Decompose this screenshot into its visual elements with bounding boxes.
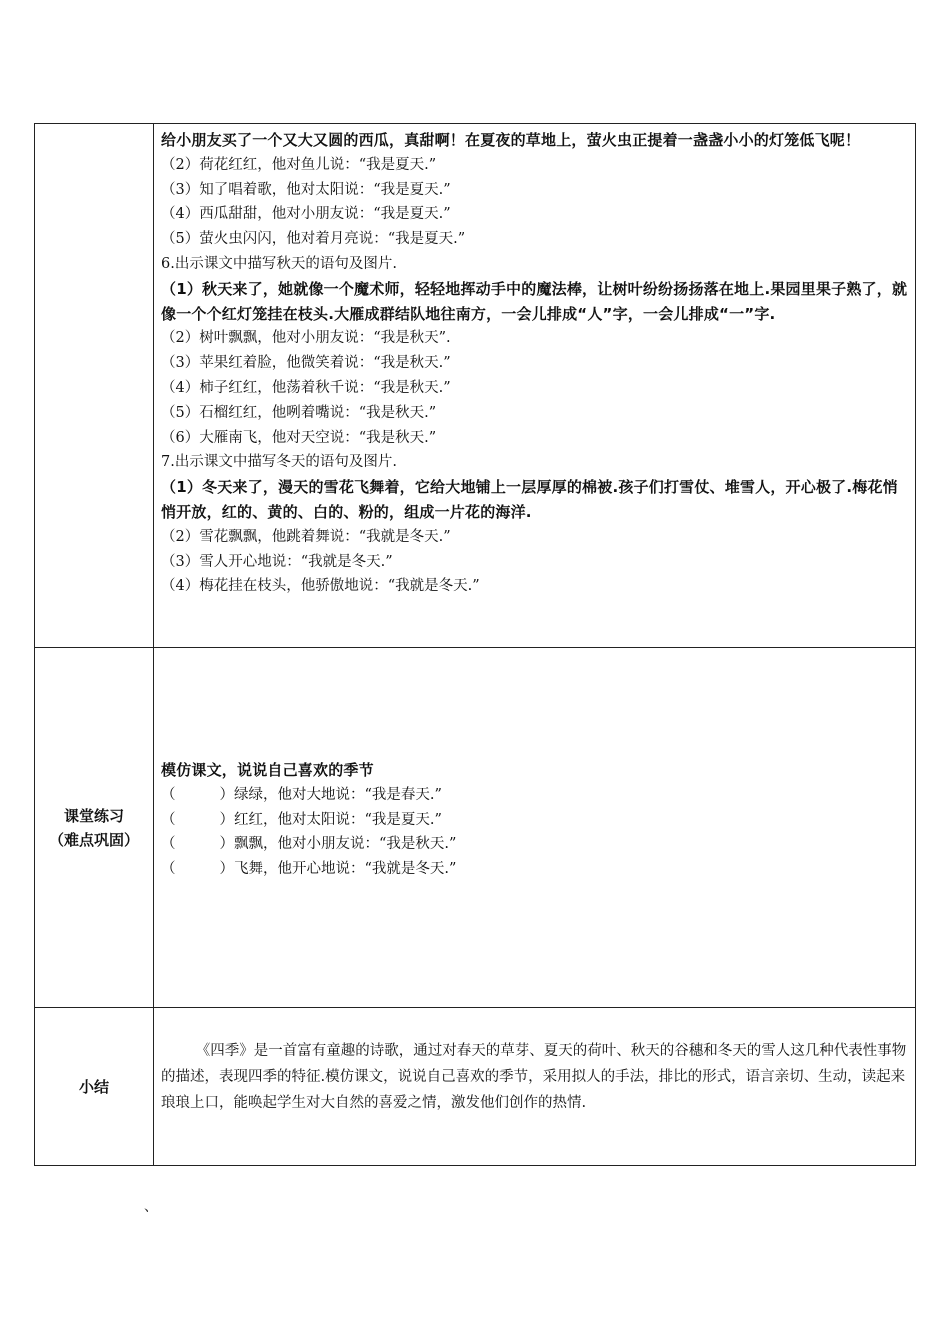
winter-line: （2）雪花飘飘，他跳着舞说：“我就是冬天.”: [161, 528, 451, 545]
autumn-line: （3）苹果红着脸，他微笑着说：“我是秋天.”: [161, 355, 451, 372]
practice-item-text: ）绿绿，他对大地说：“我是春天.”: [219, 786, 442, 803]
summer-line: （2）荷花红红，他对鱼儿说：“我是夏天.”: [161, 156, 437, 173]
practice-item-text: ）飘飘，他对小朋友说：“我是秋天.”: [219, 836, 457, 853]
teaching-process-row: [35, 124, 916, 648]
practice-item-text: ）飞舞，他开心地说：“我就是冬天.”: [219, 861, 457, 878]
autumn-heading: 6.出示课文中描写秋天的语句及图片.: [161, 255, 397, 272]
summer-intro-text: 给小朋友买了一个又大又圆的西瓜，真甜啊！在夏夜的草地上，萤火虫正提着一盏盏小小的灯笼低飞呢！: [161, 131, 861, 149]
summary-row: [35, 1008, 916, 1166]
autumn-line: （4）柿子红红，他荡着秋千说：“我是秋天.”: [161, 379, 451, 396]
autumn-line: （5）石榴红红，他咧着嘴说：“我是秋天.”: [161, 404, 437, 421]
practice-item: [161, 832, 908, 857]
winter-line: （4）梅花挂在枝头，他骄傲地说：“我就是冬天.”: [161, 578, 480, 595]
summary-text: 《四季》是一首富有童趣的诗歌，通过对春天的草芽、夏天的荷叶、秋天的谷穗和冬天的雪人这几种代表性事物的描述，表现四季的特征.模仿课文，说说自己喜欢的季节，采用拟人的手法，排比的形式，语言亲切、生动，读起来琅琅上口，能唤起学生对大自然的喜爱之情，激发他们创作的热情.: [161, 1043, 907, 1111]
practice-item-text: ）红红，他对太阳说：“我是夏天.”: [219, 811, 442, 828]
autumn-line: （6）大雁南飞，他对天空说：“我是秋天.”: [161, 429, 437, 446]
stray-punctuation-mark: 、: [144, 1199, 158, 1215]
summer-line: （3）知了唱着歌，他对太阳说：“我是夏天.”: [161, 181, 451, 198]
teaching-process-label-cell: [35, 124, 154, 648]
summer-line: （5）萤火虫闪闪，他对着月亮说：“我是夏天.”: [161, 231, 466, 248]
blank-open-paren: （: [161, 786, 176, 803]
classroom-practice-label: [35, 648, 154, 1008]
blank-open-paren: （: [161, 861, 176, 878]
classroom-practice-row: [35, 648, 916, 1008]
practice-item: [161, 857, 908, 882]
summer-line: （4）西瓜甜甜，他对小朋友说：“我是夏天.”: [161, 206, 451, 223]
practice-label-line2: （难点巩固）: [48, 830, 139, 849]
practice-title: 模仿课文，说说自己喜欢的季节: [161, 761, 374, 779]
teaching-process-content: [154, 124, 916, 648]
winter-line: （3）雪人开心地说：“我就是冬天.”: [161, 553, 393, 570]
autumn-line: （2）树叶飘飘，他对小朋友说：“我是秋天”.: [161, 330, 451, 347]
practice-block: [161, 652, 908, 882]
blank-open-paren: （: [161, 811, 176, 828]
blank-open-paren: （: [161, 836, 176, 853]
practice-label-line1: 课堂练习: [63, 806, 124, 825]
lesson-plan-table: [34, 123, 916, 1166]
classroom-practice-content: [154, 648, 916, 1008]
practice-item: [161, 808, 908, 833]
summary-label: 小结: [35, 1008, 154, 1166]
summary-content: [154, 1008, 916, 1166]
autumn-bold-paragraph: （1）秋天来了，她就像一个魔术师，轻轻地挥动手中的魔法棒，让树叶纷纷扬扬落在地上.果园里果子熟了，就像一个个红灯笼挂在枝头.大雁成群结队地往南方，一会儿排成“人”字，一会儿排成“一”字.: [161, 279, 908, 323]
winter-bold-paragraph: （1）冬天来了，漫天的雪花飞舞着，它给大地铺上一层厚厚的棉被.孩子们打雪仗、堆雪人，开心极了.梅花悄悄开放，红的、黄的、白的、粉的，组成一片花的海洋.: [161, 478, 898, 521]
winter-heading: 7.出示课文中描写冬天的语句及图片.: [161, 454, 397, 471]
practice-item: [161, 783, 908, 808]
